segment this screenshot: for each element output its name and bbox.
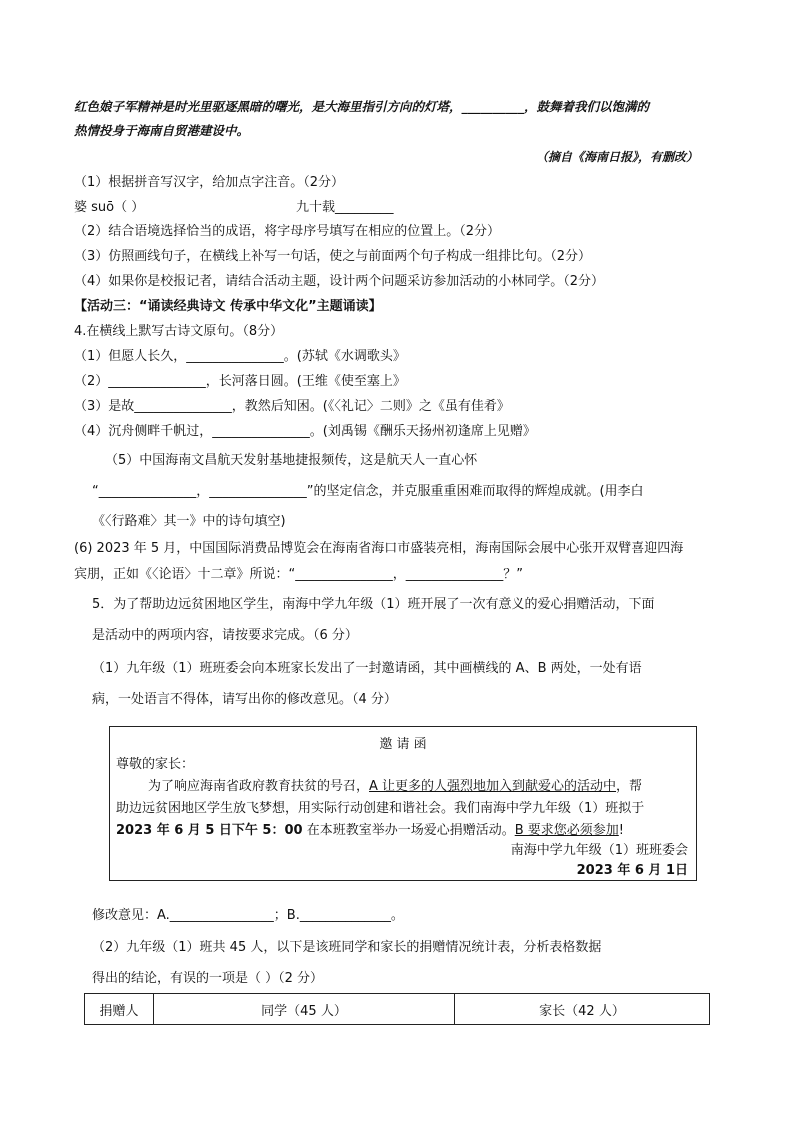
intro-line-2: 热情投身于海南自贸港建设中。 — [74, 123, 250, 138]
poem-line-5c: 《〈行路难〉其一》中的诗句填空) — [92, 514, 286, 529]
invitation-paragraph-1 — [148, 780, 642, 793]
invitation-signer: 南海中学九年级（1）班班委会 — [510, 843, 688, 858]
poem-line-4: （4）沉舟侧畔千帆过，_______________。(刘禹锡《酬乐天扬州初逢席上见赠》 — [74, 424, 536, 439]
question-1-word-2: 九十载_________ — [296, 200, 394, 215]
table-header-parents: 家长（42 人） — [455, 994, 710, 1025]
question-5-sub-1a: （1）九年级（1）班班委会向本班家长发出了一封邀请函，其中画横线的 A、B 两处，一处有语 — [92, 661, 642, 676]
activity-3-heading: 【活动三：“诵读经典诗文 传承中华文化”主题诵读】 — [74, 299, 382, 314]
poem-line-3: （3）是故_______________，教然后知困。(《〈礼记〉二则》之《虽有佳肴》 — [74, 399, 510, 414]
invitation-p3-text-b: ! — [618, 823, 624, 838]
question-2: （2）结合语境选择恰当的成语，将字母序号填写在相应的位置上。（2分） — [74, 224, 501, 239]
question-5-sub-2b: 得出的结论，有误的一项是（ ）（2 分） — [92, 971, 324, 986]
donation-table — [84, 993, 710, 1025]
invitation-p1-text-a: 为了响应海南省政府教育扶贫的号召， — [148, 779, 370, 794]
invitation-underline-b: B 要求您必须参加 — [514, 823, 619, 838]
question-4: （4）如果你是校报记者，请结合活动主题，设计两个问题采访参加活动的小林同学。（2分） — [74, 274, 605, 289]
invitation-date: 2023 年 6 月 1日 — [576, 863, 688, 878]
revision-answer-line: 修改意见：A.________________；B.______________。 — [92, 908, 404, 923]
question-5-sub-2a: （2）九年级（1）班共 45 人，以下是该班同学和家长的捐赠情况统计表，分析表格数据 — [92, 940, 602, 955]
poem-line-6b: 宾朋，正如《〈论语〉十二章》所说：“_______________，_______________？” — [74, 567, 523, 582]
question-1: （1）根据拼音写汉字，给加点字注音。（2分） — [74, 175, 345, 190]
poem-line-2: （2）_______________，长河落日圆。(王维《使至塞上》 — [74, 374, 406, 389]
question-3: （3）仿照画线句子，在横线上补写一句话，使之与前面两个句子构成一组排比句。（2分） — [74, 249, 592, 264]
poem-line-5b: “_______________，_______________”的坚定信念，并克服重重困难而取得的辉煌成就。(用李白 — [92, 484, 644, 499]
invitation-paragraph-3 — [116, 824, 624, 837]
table-header-donor: 捐赠人 — [85, 994, 154, 1025]
question-5-line-2: 是活动中的两项内容，请按要求完成。（6 分） — [92, 628, 358, 643]
invitation-letter-box — [109, 726, 697, 881]
question-5-line-1: 5．为了帮助边远贫困地区学生，南海中学九年级（1）班开展了一次有意义的爱心捐赠活动，下面 — [92, 597, 655, 612]
invitation-paragraph-2: 助边远贫困地区学生放飞梦想，用实际行动创建和谐社会。我们南海中学九年级（1）班拟于 — [116, 801, 645, 816]
invitation-p3-text-a: 在本班教室举办一场爱心捐赠活动。 — [302, 823, 515, 838]
invitation-greeting: 尊敬的家长： — [116, 757, 195, 772]
intro-source: （摘自《海南日报》，有删改） — [536, 150, 699, 164]
poem-line-6a: (6) 2023 年 5 月，中国国际消费品博览会在海南省海口市盛装亮相，海南国际会展中心张开双臂喜迎四海 — [74, 541, 684, 556]
table-row — [85, 994, 710, 1025]
question-5-sub-1b: 病，一处语言不得体，请写出你的修改意见。（4 分） — [92, 692, 397, 707]
question-1-word-1: 婆 suō（ ） — [74, 200, 145, 215]
invitation-event-date: 2023 年 6 月 5 日下午 5：00 — [116, 823, 303, 838]
poem-title: 4.在横线上默写古诗文原句。（8分） — [74, 324, 284, 339]
poem-line-1: （1）但愿人长久，_______________。(苏轼《水调歌头》 — [74, 349, 406, 364]
table-header-students: 同学（45 人） — [154, 994, 455, 1025]
invitation-p1-text-b: ，帮 — [616, 779, 643, 794]
poem-line-5a: （5）中国海南文昌航天发射基地捷报频传，这是航天人一直心怀 — [105, 453, 478, 468]
invitation-underline-a: A 让更多的人强烈地加入到献爱心的活动中 — [369, 779, 617, 794]
intro-line-1: 红色娘子军精神是时光里驱逐黑暗的曙光，是大海里指引方向的灯塔，__________，鼓舞着我们以饱满的 — [74, 99, 650, 114]
invitation-title: 邀 请 函 — [379, 737, 427, 752]
